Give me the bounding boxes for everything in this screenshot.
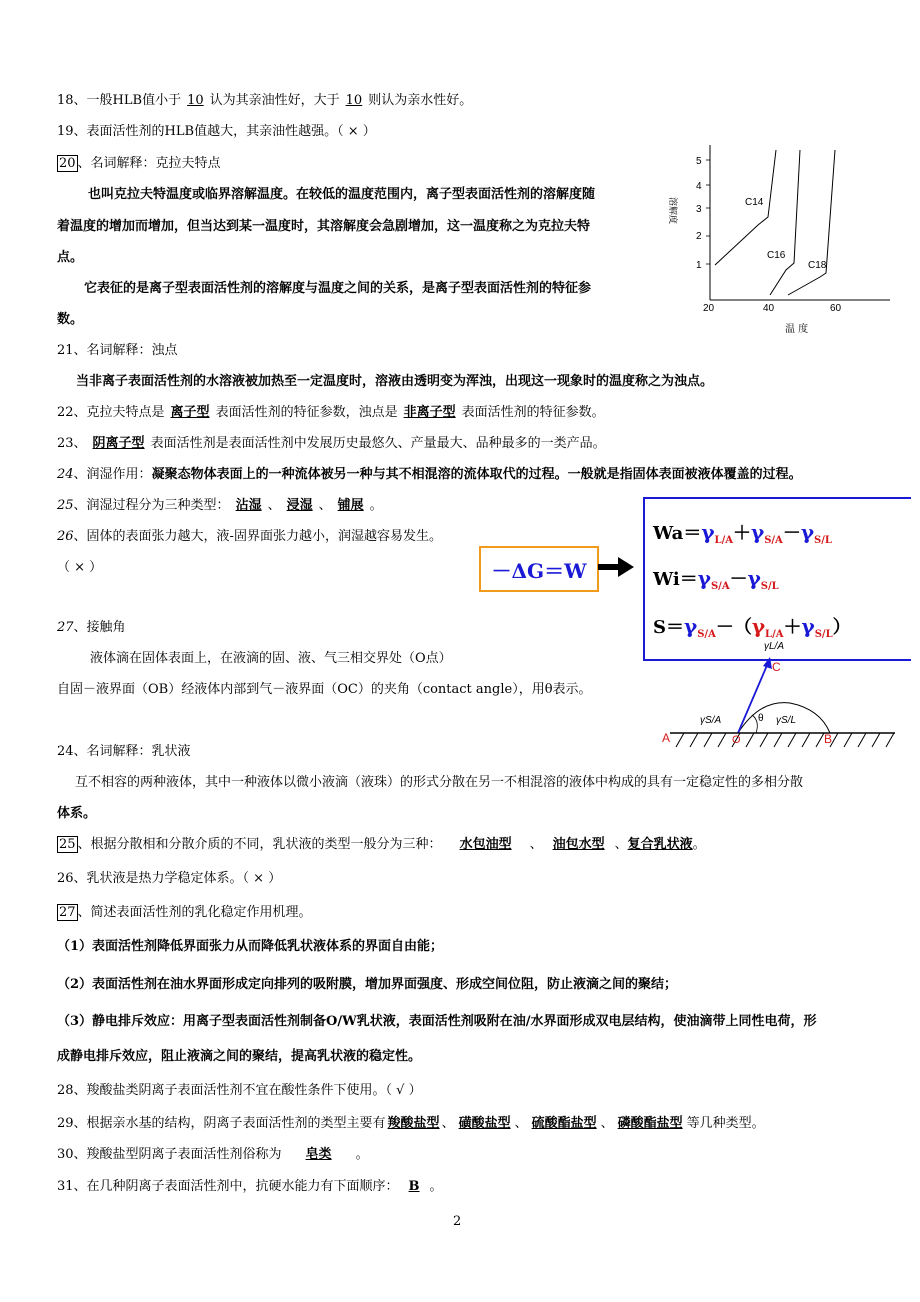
q24-definition: 凝聚态物体表面上的一种流体被另一种与其不相混溶的流体取代的过程。一般就是指固体表面被液体覆盖的过程。 <box>151 467 802 482</box>
q25b-line <box>57 836 706 854</box>
q29-end: 等几种类型。 <box>686 1116 765 1131</box>
gamma-sl-label: γS/L <box>776 715 797 726</box>
q27b-point-2: （2）表面活性剂在油水界面形成定向排列的吸附膜，增加界面强度、形成空间位阻，防止液滴之间的聚结； <box>57 977 678 992</box>
q22-text-e: 表面活性剂的特征参数。 <box>461 405 605 420</box>
q30-line <box>57 1146 369 1164</box>
q18-text-c: 认为其亲油性好，大于 <box>209 93 340 108</box>
q31-text: 31、在几种阴离子表面活性剂中，抗硬水能力有下面顺序： <box>57 1179 399 1194</box>
q30-answer: 皂类 <box>305 1147 332 1162</box>
q29-sep-2: 、 <box>514 1116 528 1131</box>
point-label-b: B <box>824 732 833 746</box>
q29-sep-1: 、 <box>441 1116 455 1131</box>
q25-line <box>57 497 383 515</box>
q25b-answer-2: 油包水型 <box>552 837 605 852</box>
q20-title-text: 、名词解释：克拉夫特点 <box>77 156 221 171</box>
chart-curve-label-c14: C14 <box>745 197 764 208</box>
delta-g-formula: －ΔG＝W <box>491 558 587 583</box>
chart-curve-c18 <box>788 150 835 295</box>
q27b-point-1: （1）表面活性剂降低界面张力从而降低乳状液体系的界面自由能； <box>57 939 444 954</box>
chart-curve-c16 <box>770 150 800 295</box>
formula-s: $S=\gamma_{S/A}-(\gamma_{L/A}+\gamma_{S/L})$ <box>653 614 851 640</box>
q26b-line: 26、乳状液是热力学稳定体系。（ × ） <box>57 871 282 886</box>
chart-curve-label-c16: C16 <box>767 250 786 261</box>
arrow-right-icon <box>598 557 634 577</box>
q25b-sep-1: 、 <box>529 837 543 852</box>
q26-answer: （ × ） <box>57 560 103 575</box>
q18-blank-2: 10 <box>345 93 363 108</box>
q22-answer-2: 非离子型 <box>403 405 456 420</box>
q21-title: 21、名词解释：浊点 <box>57 343 178 358</box>
q22-text-c: 表面活性剂的特征参数，浊点是 <box>215 405 398 420</box>
q22-answer-1: 离子型 <box>170 405 210 420</box>
q25b-end: 。 <box>692 837 706 852</box>
chart-y-label: 溶解度 <box>667 197 677 225</box>
q28-line: 28、羧酸盐类阴离子表面活性剂不宜在酸性条件下使用。（ √ ） <box>57 1083 422 1098</box>
q27-para-1: 液体滴在固体表面上，在液滴的固、液、气三相交界处（O点） <box>90 651 452 666</box>
q22-text-a: 22、克拉夫特点是 <box>57 405 165 420</box>
angle-arc <box>752 715 757 733</box>
q23-text-a: 23、 <box>57 436 87 451</box>
q30-end: 。 <box>355 1147 369 1162</box>
delta-g-formula-box <box>479 546 599 592</box>
q27b-title <box>57 904 312 922</box>
q25-text: 、润湿过程分为三种类型： <box>73 498 230 513</box>
q27b-point-4: 成静电排斥效应，阻止液滴之间的聚结，提高乳状液的稳定性。 <box>57 1049 422 1064</box>
chart-curve-label-c18: C18 <box>808 260 827 271</box>
chart-ytick-2: 2 <box>696 231 702 242</box>
q25-answer-3: 铺展 <box>337 498 364 513</box>
q20-para-2: 着温度的增加而增加，但当达到某一温度时，其溶解度会急剧增加，这一温度称之为克拉夫特 <box>57 219 591 234</box>
q18-text-e: 则认为亲水性好。 <box>368 93 473 108</box>
q18-blank-1: 10 <box>187 93 204 108</box>
q25b-text: 、根据分散相和分散介质的不同，乳状液的类型一般分为三种： <box>77 837 442 852</box>
q24b-title: 24、名词解释：乳状液 <box>57 744 191 759</box>
gamma-sa-label: γS/A <box>700 715 722 726</box>
theta-label: θ <box>758 713 764 724</box>
chart-xtick-40: 40 <box>763 303 775 314</box>
formula-wi: $Wi=\gamma_{S/A}-\gamma_{S/L}$ <box>653 566 779 592</box>
chart-x-label: 温 度 <box>785 324 809 335</box>
q25-end: 。 <box>369 498 383 513</box>
q29-answer-4: 磷酸酯盐型 <box>617 1116 683 1131</box>
q20-para-1: 也叫克拉夫特温度或临界溶解温度。在较低的温度范围内，离子型表面活性剂的溶解度随 <box>88 187 596 202</box>
q24-title: 、润湿作用： <box>73 467 152 482</box>
q26-text: 、固体的表面张力越大，液-固界面张力越小，润湿越容易发生。 <box>73 529 442 544</box>
chart-ytick-1: 1 <box>696 260 702 271</box>
q25-answer-2: 浸湿 <box>286 498 313 513</box>
q30-text: 30、羧酸盐型阴离子表面活性剂俗称为 <box>57 1147 282 1162</box>
point-label-o: O <box>732 734 741 746</box>
q27-title-text: 、接触角 <box>73 620 126 635</box>
chart-xtick-60: 60 <box>830 303 842 314</box>
q23-line <box>57 435 606 453</box>
point-label-c: C <box>772 660 781 674</box>
q31-end: 。 <box>429 1179 443 1194</box>
q25-sep-1: 、 <box>267 498 281 513</box>
q25-sep-2: 、 <box>318 498 332 513</box>
chart-ytick-4: 4 <box>696 181 702 192</box>
formula-wa: $Wa=\gamma_{L/A}+\gamma_{S/A}-\gamma_{S/L}$ <box>653 520 832 546</box>
q26-line <box>57 528 442 546</box>
q20-para-4: 它表征的是离子型表面活性剂的溶解度与温度之间的关系，是离子型表面活性剂的特征参 <box>84 281 592 296</box>
q27-number: 27 <box>57 620 74 635</box>
q27b-title-text: 、简述表面活性剂的乳化稳定作用机理。 <box>77 905 312 920</box>
q18-line <box>57 92 472 110</box>
chart-ytick-3: 3 <box>696 204 702 215</box>
q25b-answer-3: 复合乳状液 <box>627 837 693 852</box>
q27b-point-3: （3）静电排斥效应：用离子型表面活性剂制备O/W乳状液，表面活性剂吸附在油/水界面形成双电层结构，使油滴带上同性电荷，形 <box>57 1014 817 1029</box>
q22-line <box>57 404 605 422</box>
q25-number: 25 <box>57 498 74 513</box>
q20-para-5: 数。 <box>57 312 84 327</box>
q29-line <box>57 1115 765 1133</box>
q29-answer-3: 硫酸酯盐型 <box>531 1116 597 1131</box>
q20-para-3: 点。 <box>57 250 84 265</box>
q24b-para-1: 互不相容的两种液体，其中一种液体以微小液滴（液珠）的形式分散在另一不相混溶的液体中构成的具有一定稳定性的多相分散 <box>75 775 804 790</box>
q24-line <box>57 466 802 484</box>
q25b-number: 25 <box>59 837 76 852</box>
krafft-point-chart <box>660 135 900 345</box>
q20-title <box>57 155 221 173</box>
q23-answer: 阴离子型 <box>92 436 145 451</box>
q21-para: 当非离子表面活性剂的水溶液被加热至一定温度时，溶液由透明变为浑浊，出现这一现象时的温度称之为浊点。 <box>76 374 714 389</box>
q26-number: 26 <box>57 529 74 544</box>
point-label-a: A <box>662 731 671 745</box>
q18-text-a: 18、一般HLB值小于 <box>57 93 182 108</box>
q25-answer-1: 沾湿 <box>235 498 262 513</box>
q20-number: 20 <box>59 156 76 171</box>
q27-para-2: 自固－液界面（OB）经液体内部到气－液界面（OC）的夹角（contact angle），用θ表示。 <box>57 682 592 697</box>
q31-answer: B <box>408 1179 420 1194</box>
gamma-la-label: γL/A <box>764 641 785 652</box>
q31-line <box>57 1178 443 1196</box>
page-number: 2 <box>453 1214 462 1229</box>
vector-la-arrowhead <box>763 657 772 669</box>
q24-number: 24 <box>57 467 74 482</box>
q29-text: 29、根据亲水基的结构，阴离子表面活性剂的类型主要有 <box>57 1116 386 1131</box>
contact-angle-diagram <box>660 635 900 750</box>
q29-answer-2: 磺酸盐型 <box>458 1116 511 1131</box>
q24b-para-2: 体系。 <box>57 806 97 821</box>
q27-title <box>57 619 126 637</box>
q25b-answer-1: 水包油型 <box>459 837 512 852</box>
q27b-number: 27 <box>59 905 76 920</box>
q29-sep-3: 、 <box>600 1116 614 1131</box>
chart-xtick-20: 20 <box>703 303 715 314</box>
q25b-sep-2: 、 <box>614 837 628 852</box>
q23-text-c: 表面活性剂是表面活性剂中发展历史最悠久、产量最大、品种最多的一类产品。 <box>150 436 606 451</box>
chart-ytick-5: 5 <box>696 156 702 167</box>
q19-line: 19、表面活性剂的HLB值越大，其亲油性越强。（ × ） <box>57 124 376 139</box>
q29-answer-1: 羧酸盐型 <box>387 1116 440 1131</box>
